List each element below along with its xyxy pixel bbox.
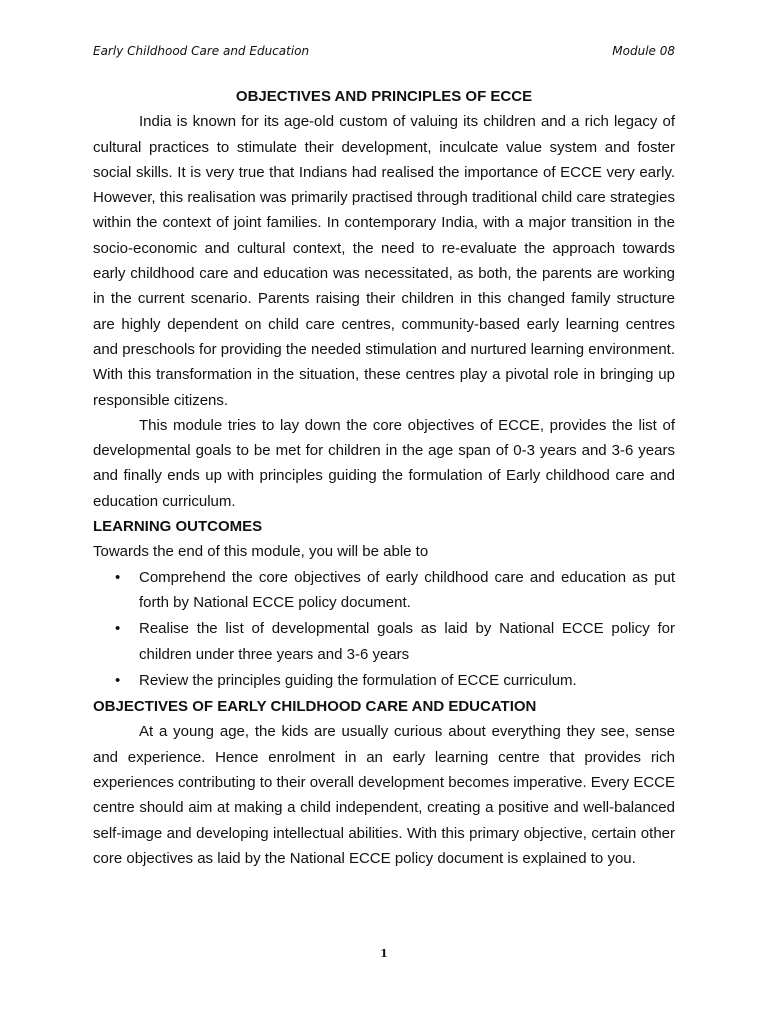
running-header — [93, 42, 675, 60]
intro-paragraph-2: This module tries to lay down the core objectives of ECCE, provides the list of developmental goals to be met for children in the age span of 0-3 years and 3-6 years and finally ends up with principles guiding the formulation of Early childhood care and education curriculum. — [93, 416, 675, 510]
objectives-paragraph: At a young age, the kids are usually curious about everything they see, sense and experience. Hence enrolment in an early learning centre that provides rich experiences contributing to their overall development becomes imperative. Every ECCE centre should aim at making a child independent, creating a positive and well-balanced self-image and developing intellectual abilities. With this primary objective, certain other core objectives as laid by the National ECCE policy document is explained to you. — [93, 723, 675, 867]
intro-paragraph-1: India is known for its age-old custom of valuing its children and a rich legacy of cultural practices to stimulate their development, inculcate value system and foster social skills. It is very true that Indians had realised the importance of ECCE very early. However, this realisation was primarily practised through traditional child care strategies within the context of joint families. In contemporary India, with a major transition in the socio-economic and cultural context, the need to re-evaluate the approach towards early childhood care and education was necessitated, as both, the parents are working in the current scenario. Parents raising their children in this changed family structure are highly dependent on child care centres, community-based early learning centres and preschools for providing the needed stimulation and nurtured learning environment. With this transformation in the situation, these centres play a pivotal role in bringing up responsible citizens. — [93, 113, 675, 409]
page-title: OBJECTIVES AND PRINCIPLES OF ECCE — [235, 88, 533, 105]
learning-outcomes-heading: LEARNING OUTCOMES — [93, 518, 263, 536]
bullet-icon: • — [115, 671, 121, 689]
header-module-label: Module 08 — [612, 44, 675, 58]
bullet-icon: • — [115, 568, 121, 586]
header-course-title: Early Childhood Care and Education — [93, 44, 310, 58]
list-item-text: Comprehend the core objectives of early childhood care and education as put forth by National ECCE policy document. — [139, 568, 675, 611]
main-content — [93, 84, 675, 871]
page-number: 1 — [380, 947, 388, 960]
list-item-text: Review the principles guiding the formulation of ECCE curriculum. — [139, 671, 577, 689]
list-item — [93, 565, 675, 616]
learning-outcomes-lead: Towards the end of this module, you will be able to — [93, 543, 429, 561]
list-item-text: Realise the list of developmental goals as laid by National ECCE policy for children under three years and 3-6 years — [139, 620, 675, 663]
list-item — [93, 668, 675, 693]
objectives-heading: OBJECTIVES OF EARLY CHILDHOOD CARE AND EDUCATION — [93, 698, 537, 716]
bullet-icon: • — [115, 620, 121, 638]
learning-outcomes-list — [93, 565, 675, 693]
list-item — [93, 616, 675, 667]
